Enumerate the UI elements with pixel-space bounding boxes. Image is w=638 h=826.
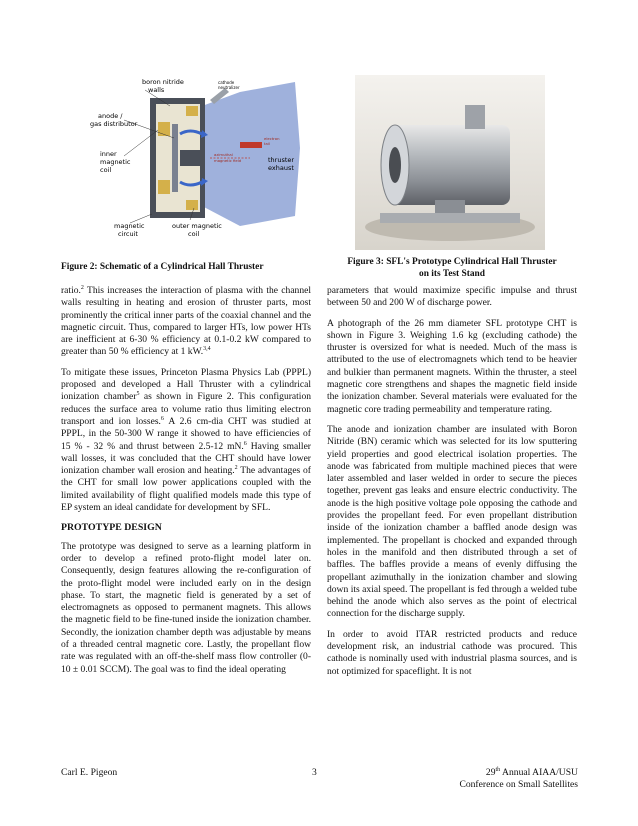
label-magnetic-field: magnetic field bbox=[214, 158, 242, 163]
label-magnetic-circuit-1: magnetic bbox=[114, 222, 145, 230]
outer-coil-bottom bbox=[186, 200, 198, 210]
label-gas-distributor: gas distributor bbox=[90, 120, 138, 128]
label-tail: tail bbox=[264, 141, 270, 146]
figure-3-caption-line2: on its Test Stand bbox=[419, 269, 485, 279]
label-boron-nitride: boron nitride bbox=[142, 78, 184, 86]
figure-3-photo bbox=[355, 75, 545, 250]
right-paragraph-2: A photograph of the 26 mm diameter SFL prototype CHT is shown in Figure 3. Weighing 1.6 kg (excluding cathode) the thruster is oversized for what is needed. Much of the mass is attributed to the use of electromagnets which tend to be heavier and bulkier than permanent magnets. Within the thruster, a steel magnetic core strengthens and shapes the magnetic field inside the ionization chamber. Several materials were evaluated for the magnetic core trading permeability and temperature rating. bbox=[327, 317, 577, 415]
left-paragraph-1: ratio.$^2$ This increases the interaction of plasma with the channel walls resulting in heating and erosion of thruster parts, most prominently the critical inner parts of the coaxial channel and the magnetic circuit. Thus, compared to larger HTs, low power HTs are inefficient at 6-30 % efficiency at 0.1-0.2 kW compared to greater than 50 % efficiency at 1 kW.$^{3,4}$ bbox=[61, 284, 311, 358]
left-column bbox=[61, 285, 311, 684]
figure-3-caption bbox=[327, 256, 577, 280]
thruster-channel bbox=[389, 147, 401, 183]
section-heading-prototype-design: PROTOTYPE DESIGN bbox=[61, 522, 162, 534]
top-fitting bbox=[465, 105, 485, 129]
label-thruster: thruster bbox=[268, 156, 295, 164]
label-outer-magnetic: outer magnetic bbox=[172, 222, 222, 230]
thruster-photo-illustration bbox=[355, 75, 545, 250]
footer-author: Carl E. Pigeon bbox=[61, 767, 118, 778]
label-magnetic-circuit-2: circuit bbox=[118, 230, 138, 238]
figure-3-caption-line1: Figure 3: SFL's Prototype Cylindrical Hall Thruster bbox=[347, 257, 557, 267]
label-coil: coil bbox=[100, 166, 112, 174]
label-cathode: cathode bbox=[218, 80, 235, 85]
footer-conference: 29th Annual AIAA/USU Conference on Small Satellites bbox=[459, 766, 578, 790]
outer-coil-top bbox=[186, 106, 198, 116]
inner-coil-bottom bbox=[158, 180, 170, 194]
left-paragraph-2: To mitigate these issues, Princeton Plasma Physics Lab (PPPL) proposed and developed a Hall Thruster with a cylindrical ionization chamber$^5$ as shown in Figure 2. This configuration reduces the surface area to volume ratio thus limiting electron transport and ion losses.$^6$ A 2.6 cm-dia CHT was studied at PPPL, in the 50-300 W range it showed to have efficiencies of 15 % - 32 % and thrust between 2.5-12 mN.$^6$ Having smaller wall losses, it was concluded that the CHT should have lower ionization chamber wall erosion and heating.$^2$ The advantages of the CHT for small low power applications coupled with the limited availability of flight qualified models made this type of EP system an ideal candidate for development by SFL. bbox=[61, 366, 311, 514]
inner-coil-top bbox=[158, 122, 170, 136]
test-stand-base bbox=[380, 213, 520, 223]
label-inner: inner bbox=[100, 150, 117, 158]
central-magnetic-core bbox=[180, 150, 204, 166]
right-paragraph-3: The anode and ionization chamber are insulated with Boron Nitride (BN) ceramic which was selected for its low sputtering yield properties and good electrical isolation properties. The anode was fabricated from multiple machined pieces that were later assembled and laser welded in order to secure the pieces together, prevent gas leaks and ensure electric conductivity. The anode is the high positive voltage pole opposing the cathode and provides the propellant feed. For even propellant distribution inside of the ionization chamber a baffled anode design was implemented. The propellant is chocked and expanded through holes in the manifold and then distributed through a set of baffles. The baffles provide a means of evenly diffusing the propellant azimuthally in the ionization chamber and slowing down its axial speed. The propellant is fed through a welded tube behind the anode which also serves as the point of electrical connection for the discharge supply. bbox=[327, 423, 577, 620]
left-paragraph-3: The prototype was designed to serve as a learning platform in order to develop a refined proto-flight model later on. Consequently, design features allowing the re-configuration of the proto-flight model were included early on in the design phase. To start, the magnetic field is generated by a set of electromagnets as opposed to permanent magnets. This allows the magnetic field to be fine-tuned inside the ionization chamber. Secondly, the ionization chamber depth was adjustable by means of a threaded central magnetic core. Lastly, the propellant flow rate was regulated with an off-the-shelf mass flow controller (0-10 ± 0.01 SCCM). The goal was to find the ideal operating bbox=[61, 540, 311, 675]
label-outer-coil: coil bbox=[188, 230, 200, 238]
label-electron: electron bbox=[264, 136, 280, 141]
anode bbox=[172, 124, 178, 192]
label-magnetic: magnetic bbox=[100, 158, 131, 166]
label-walls: walls bbox=[148, 86, 165, 94]
figure-2-schematic bbox=[90, 78, 305, 246]
label-anode: anode / bbox=[98, 112, 123, 120]
figure-2-caption: Figure 2: Schematic of a Cylindrical Hall Thruster bbox=[61, 262, 264, 272]
label-exhaust: exhaust bbox=[268, 164, 294, 172]
label-neutralizer: neutralizer bbox=[218, 85, 240, 90]
right-paragraph-1: parameters that would maximize specific impulse and thrust between 50 and 200 W of discharge power. bbox=[327, 285, 577, 309]
right-column bbox=[327, 285, 577, 686]
footer-page-number: 3 bbox=[312, 767, 317, 778]
label-azimuthal: azimuthal bbox=[214, 152, 233, 157]
hall-thruster-schematic bbox=[90, 78, 305, 246]
electron-tail-marker bbox=[240, 142, 262, 148]
right-paragraph-4: In order to avoid ITAR restricted products and reduce development risk, an industrial cathode was procured. This cathode is nominally used with industrial plasma sources, and is not optimized for spaceflight. It is not bbox=[327, 628, 577, 677]
